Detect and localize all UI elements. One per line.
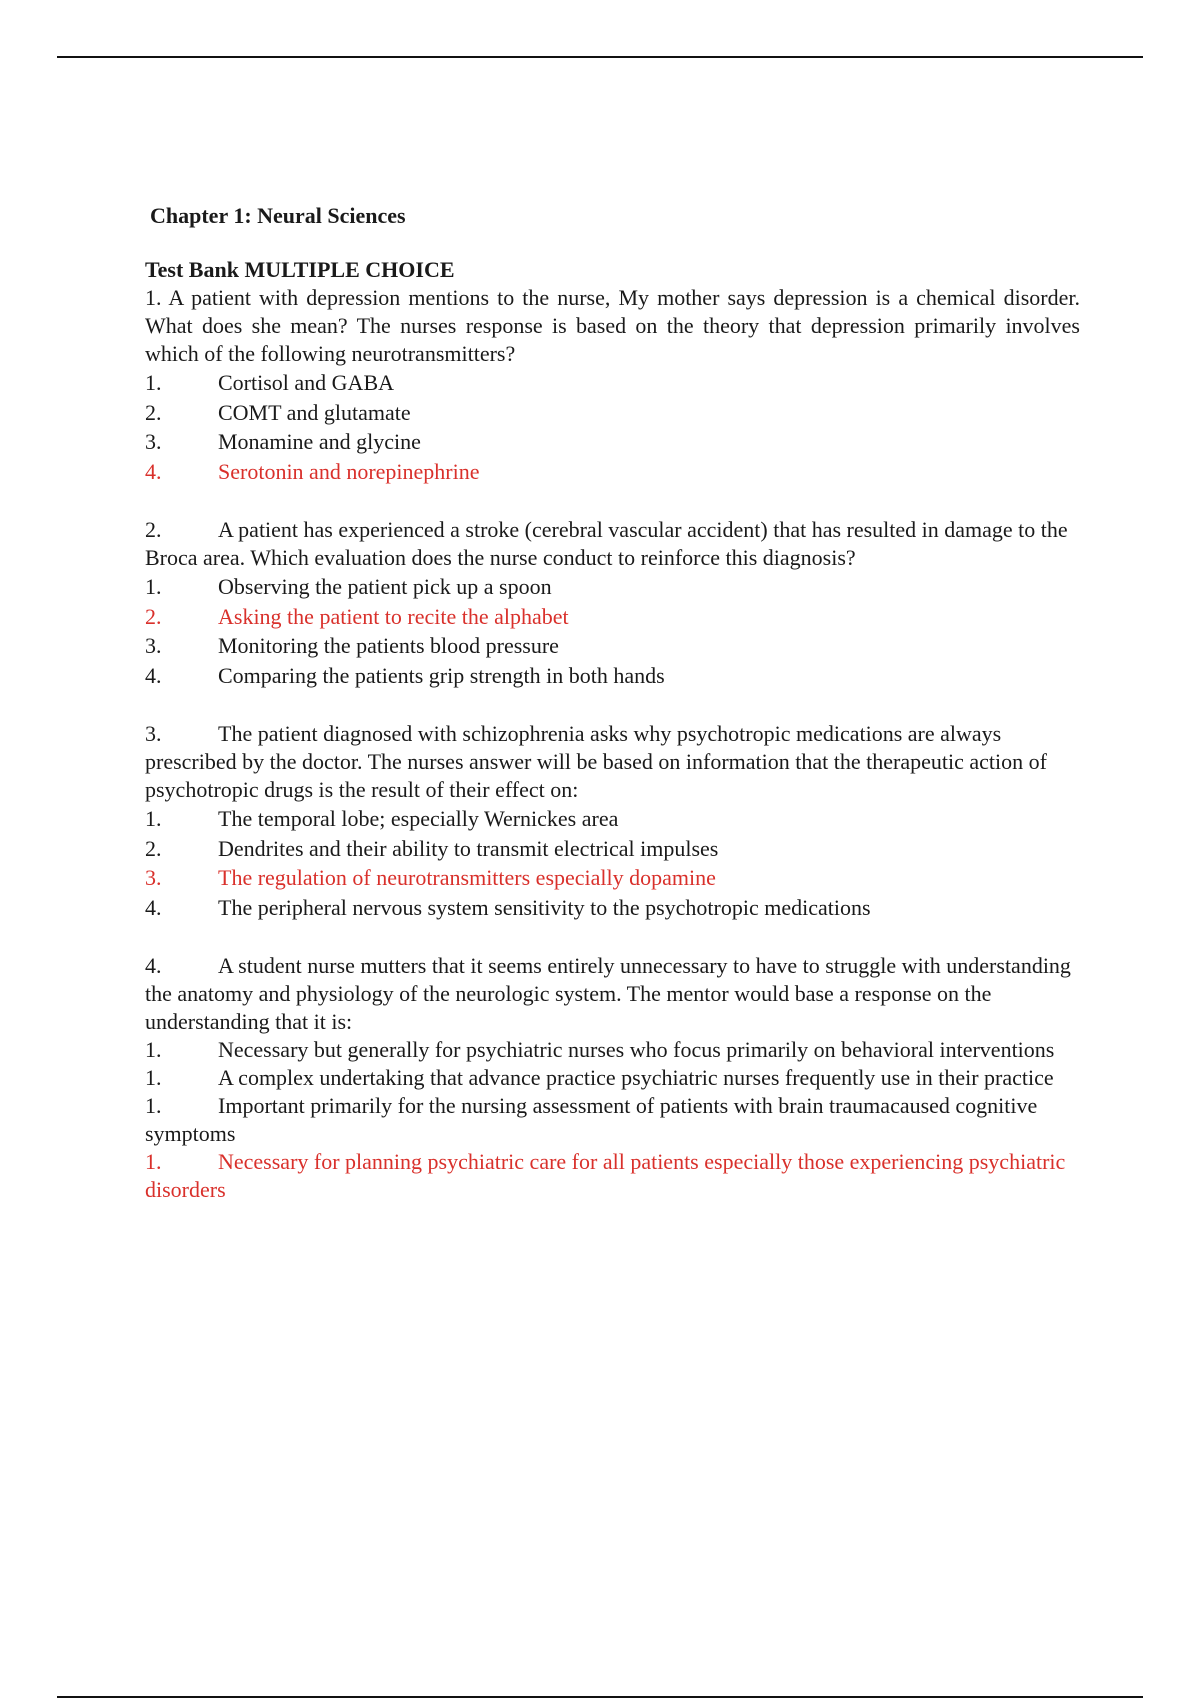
question-stem xyxy=(145,516,1080,572)
answer-option: 1. The temporal lobe; especially Wernickes area xyxy=(145,806,619,831)
answer-option: 2. COMT and glutamate xyxy=(145,399,411,425)
question-text: A patient has experienced a stroke (cerebral vascular accident) that has resulted in damage to the Broca area. Which evaluation does the nurse conduct to reinforce this diagnosis? xyxy=(145,517,1068,570)
answer-option: 1. Important primarily for the nursing assessment of patients with brain traumacaused cognitive symptoms xyxy=(145,1093,1038,1146)
answer-option: 3. Monamine and glycine xyxy=(145,429,421,454)
question-2 xyxy=(145,516,1080,690)
answer-option: 1. Cortisol and GABA xyxy=(145,370,394,395)
answer-option: 1. A complex undertaking that advance practice psychiatric nurses frequently use in their practice xyxy=(145,1065,1054,1090)
answer-options xyxy=(145,368,1080,486)
bottom-rule xyxy=(57,1696,1143,1698)
answer-option: 4. Comparing the patients grip strength in both hands xyxy=(145,662,665,688)
question-number: 3. xyxy=(145,721,162,746)
answer-option: 3. Monitoring the patients blood pressure xyxy=(145,633,559,658)
page-content xyxy=(145,202,1080,1204)
question-4 xyxy=(145,952,1080,1204)
question-3 xyxy=(145,720,1080,922)
top-rule xyxy=(57,56,1143,58)
question-1 xyxy=(145,284,1080,486)
answer-option-correct: 1. Necessary for planning psychiatric care for all patients especially those experiencing psychiatric disorders xyxy=(145,1149,1066,1202)
answer-option-correct: 4. Serotonin and norepinephrine xyxy=(145,458,480,484)
chapter-title: Chapter 1: Neural Sciences xyxy=(150,203,406,228)
answer-option-correct: 2. Asking the patient to recite the alphabet xyxy=(145,603,569,629)
question-number: 4. xyxy=(145,953,162,978)
answer-option: 1. Observing the patient pick up a spoon xyxy=(145,574,552,599)
answer-options xyxy=(145,1036,1080,1204)
answer-option: 4. The peripheral nervous system sensitivity to the psychotropic medications xyxy=(145,894,871,920)
question-stem xyxy=(145,284,1080,368)
question-number: 1. xyxy=(145,285,162,310)
answer-option: 1. Necessary but generally for psychiatric nurses who focus primarily on behavioral interventions xyxy=(145,1037,1055,1062)
question-stem xyxy=(145,720,1080,804)
answer-options xyxy=(145,572,1080,690)
answer-option: 2. Dendrites and their ability to transmit electrical impulses xyxy=(145,835,719,861)
question-text: A student nurse mutters that it seems entirely unnecessary to have to struggle with understanding the anatomy and physiology of the neurologic system. The mentor would base a response on the understanding that it is: xyxy=(145,953,1071,1034)
question-text: The patient diagnosed with schizophrenia asks why psychotropic medications are always prescribed by the doctor. The nurses answer will be based on information that the therapeutic action of psychotropic drugs is the result of their effect on: xyxy=(145,721,1047,802)
question-number: 2. xyxy=(145,517,162,542)
section-title: Test Bank MULTIPLE CHOICE xyxy=(145,257,455,282)
answer-options xyxy=(145,804,1080,922)
answer-option-correct: 3. The regulation of neurotransmitters especially dopamine xyxy=(145,865,716,890)
question-text: A patient with depression mentions to the nurse, My mother says depression is a chemical disorder. What does she mean? The nurses response is based on the theory that depression primarily involves which of the following neurotransmitters? xyxy=(145,285,1080,366)
question-stem xyxy=(145,952,1080,1036)
